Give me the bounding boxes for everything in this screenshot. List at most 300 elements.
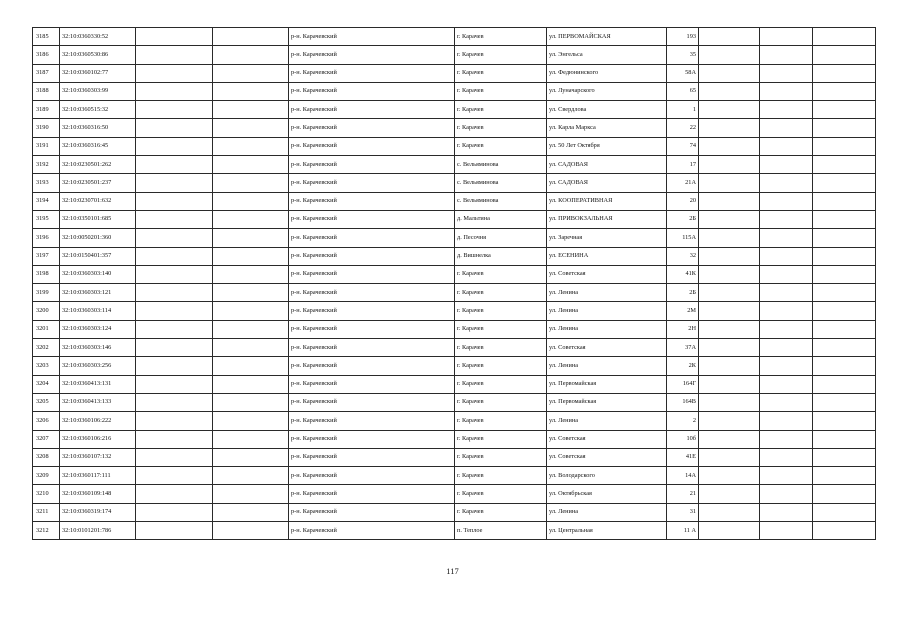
row-number-cell: 3189 (33, 101, 60, 119)
district-cell: р-н. Карачевский (289, 393, 455, 411)
district-cell: р-н. Карачевский (289, 448, 455, 466)
district-cell: р-н. Карачевский (289, 137, 455, 155)
locality-cell: г. Карачев (455, 82, 547, 100)
empty-cell (699, 448, 760, 466)
empty-cell (813, 265, 876, 283)
empty-cell (136, 522, 213, 540)
street-cell: ул. Федюнинского (547, 64, 667, 82)
empty-cell (813, 302, 876, 320)
cadastral-number-cell: 32:10:0360303:114 (60, 302, 136, 320)
street-cell: ул. Советская (547, 430, 667, 448)
house-number-cell: 164В (667, 393, 699, 411)
empty-cell (699, 375, 760, 393)
empty-cell (699, 284, 760, 302)
empty-cell (760, 375, 813, 393)
empty-cell (699, 357, 760, 375)
empty-cell (136, 156, 213, 174)
empty-cell (213, 522, 289, 540)
district-cell: р-н. Карачевский (289, 320, 455, 338)
empty-cell (213, 485, 289, 503)
empty-cell (136, 503, 213, 521)
house-number-cell: 2К (667, 357, 699, 375)
locality-cell: г. Карачев (455, 393, 547, 411)
district-cell: р-н. Карачевский (289, 210, 455, 228)
house-number-cell: 2Н (667, 320, 699, 338)
house-number-cell: 2Б (667, 284, 699, 302)
empty-cell (213, 101, 289, 119)
locality-cell: д. Песочня (455, 229, 547, 247)
street-cell: ул. Советская (547, 265, 667, 283)
empty-cell (136, 174, 213, 192)
empty-cell (699, 393, 760, 411)
page-number: 117 (446, 566, 459, 576)
district-cell: р-н. Карачевский (289, 28, 455, 46)
locality-cell: г. Карачев (455, 137, 547, 155)
empty-cell (213, 247, 289, 265)
cadastral-number-cell: 32:10:0350101:685 (60, 210, 136, 228)
locality-cell: г. Карачев (455, 284, 547, 302)
empty-cell (213, 284, 289, 302)
house-number-cell: 22 (667, 119, 699, 137)
cadastral-number-cell: 32:10:0101201:786 (60, 522, 136, 540)
empty-cell (760, 28, 813, 46)
empty-cell (699, 265, 760, 283)
house-number-cell: 41К (667, 265, 699, 283)
empty-cell (813, 229, 876, 247)
row-number-cell: 3211 (33, 503, 60, 521)
empty-cell (813, 156, 876, 174)
empty-cell (760, 265, 813, 283)
empty-cell (760, 101, 813, 119)
district-cell: р-н. Карачевский (289, 265, 455, 283)
cadastral-number-cell: 32:10:0050201:360 (60, 229, 136, 247)
row-number-cell: 3204 (33, 375, 60, 393)
property-table (32, 27, 876, 540)
house-number-cell: 2М (667, 302, 699, 320)
house-number-cell: 21А (667, 174, 699, 192)
row-number-cell: 3203 (33, 357, 60, 375)
empty-cell (760, 64, 813, 82)
house-number-cell: 37А (667, 339, 699, 357)
empty-cell (813, 82, 876, 100)
street-cell: ул. Свердлова (547, 101, 667, 119)
row-number-cell: 3192 (33, 156, 60, 174)
empty-cell (760, 119, 813, 137)
empty-cell (213, 46, 289, 64)
empty-cell (813, 28, 876, 46)
empty-cell (699, 302, 760, 320)
row-number-cell: 3188 (33, 82, 60, 100)
locality-cell: г. Карачев (455, 339, 547, 357)
row-number-cell: 3185 (33, 28, 60, 46)
table-row (33, 265, 876, 283)
empty-cell (760, 46, 813, 64)
empty-cell (213, 156, 289, 174)
empty-cell (136, 284, 213, 302)
empty-cell (760, 503, 813, 521)
empty-cell (760, 137, 813, 155)
empty-cell (213, 467, 289, 485)
row-number-cell: 3209 (33, 467, 60, 485)
empty-cell (213, 430, 289, 448)
cadastral-number-cell: 32:10:0360303:140 (60, 265, 136, 283)
row-number-cell: 3187 (33, 64, 60, 82)
empty-cell (813, 467, 876, 485)
empty-cell (699, 192, 760, 210)
empty-cell (813, 46, 876, 64)
empty-cell (213, 64, 289, 82)
cadastral-number-cell: 32:10:0230501:262 (60, 156, 136, 174)
empty-cell (213, 28, 289, 46)
table-row (33, 192, 876, 210)
empty-cell (699, 229, 760, 247)
table-row (33, 137, 876, 155)
empty-cell (213, 210, 289, 228)
empty-cell (136, 192, 213, 210)
row-number-cell: 3196 (33, 229, 60, 247)
empty-cell (136, 412, 213, 430)
table-row (33, 156, 876, 174)
locality-cell: п. Теплое (455, 522, 547, 540)
house-number-cell: 10б (667, 430, 699, 448)
district-cell: р-н. Карачевский (289, 430, 455, 448)
empty-cell (813, 320, 876, 338)
table-row (33, 375, 876, 393)
empty-cell (136, 247, 213, 265)
house-number-cell: 41Е (667, 448, 699, 466)
row-number-cell: 3193 (33, 174, 60, 192)
empty-cell (136, 137, 213, 155)
cadastral-number-cell: 32:10:0150401:357 (60, 247, 136, 265)
empty-cell (813, 393, 876, 411)
street-cell: ул. Ленина (547, 412, 667, 430)
empty-cell (136, 229, 213, 247)
empty-cell (760, 302, 813, 320)
empty-cell (760, 339, 813, 357)
empty-cell (813, 64, 876, 82)
empty-cell (760, 357, 813, 375)
cadastral-number-cell: 32:10:0360303:99 (60, 82, 136, 100)
house-number-cell: 11 А (667, 522, 699, 540)
district-cell: р-н. Карачевский (289, 357, 455, 375)
table-row (33, 302, 876, 320)
empty-cell (760, 430, 813, 448)
locality-cell: г. Карачев (455, 467, 547, 485)
street-cell: ул. Центральная (547, 522, 667, 540)
street-cell: ул. Октябрьская (547, 485, 667, 503)
empty-cell (699, 503, 760, 521)
street-cell: ул. ЕСЕНИНА (547, 247, 667, 265)
empty-cell (136, 119, 213, 137)
row-number-cell: 3197 (33, 247, 60, 265)
district-cell: р-н. Карачевский (289, 119, 455, 137)
empty-cell (813, 101, 876, 119)
locality-cell: с. Вельяминова (455, 192, 547, 210)
empty-cell (760, 156, 813, 174)
empty-cell (760, 229, 813, 247)
empty-cell (699, 522, 760, 540)
street-cell: ул. Ленина (547, 320, 667, 338)
house-number-cell: 32 (667, 247, 699, 265)
empty-cell (813, 485, 876, 503)
empty-cell (136, 357, 213, 375)
empty-cell (760, 192, 813, 210)
district-cell: р-н. Карачевский (289, 503, 455, 521)
cadastral-number-cell: 32:10:0230701:632 (60, 192, 136, 210)
empty-cell (136, 485, 213, 503)
cadastral-number-cell: 32:10:0360303:121 (60, 284, 136, 302)
empty-cell (813, 210, 876, 228)
district-cell: р-н. Карачевский (289, 467, 455, 485)
empty-cell (760, 485, 813, 503)
empty-cell (760, 467, 813, 485)
empty-cell (699, 119, 760, 137)
empty-cell (213, 375, 289, 393)
table-row (33, 503, 876, 521)
district-cell: р-н. Карачевский (289, 101, 455, 119)
empty-cell (213, 448, 289, 466)
locality-cell: г. Карачев (455, 101, 547, 119)
empty-cell (813, 412, 876, 430)
empty-cell (136, 448, 213, 466)
table-body (33, 28, 876, 540)
table-row (33, 210, 876, 228)
table-row (33, 357, 876, 375)
empty-cell (136, 265, 213, 283)
empty-cell (813, 503, 876, 521)
table-row (33, 320, 876, 338)
row-number-cell: 3206 (33, 412, 60, 430)
cadastral-number-cell: 32:10:0360107:132 (60, 448, 136, 466)
empty-cell (813, 137, 876, 155)
house-number-cell: 1 (667, 101, 699, 119)
district-cell: р-н. Карачевский (289, 284, 455, 302)
district-cell: р-н. Карачевский (289, 485, 455, 503)
table-row (33, 412, 876, 430)
empty-cell (760, 247, 813, 265)
cadastral-number-cell: 32:10:0360102:77 (60, 64, 136, 82)
row-number-cell: 3207 (33, 430, 60, 448)
empty-cell (699, 28, 760, 46)
table-row (33, 229, 876, 247)
locality-cell: г. Карачев (455, 119, 547, 137)
district-cell: р-н. Карачевский (289, 302, 455, 320)
table-row (33, 46, 876, 64)
row-number-cell: 3191 (33, 137, 60, 155)
empty-cell (813, 339, 876, 357)
empty-cell (213, 302, 289, 320)
empty-cell (699, 247, 760, 265)
row-number-cell: 3199 (33, 284, 60, 302)
house-number-cell: 65 (667, 82, 699, 100)
cadastral-number-cell: 32:10:0360319:174 (60, 503, 136, 521)
empty-cell (699, 320, 760, 338)
row-number-cell: 3208 (33, 448, 60, 466)
district-cell: р-н. Карачевский (289, 412, 455, 430)
empty-cell (699, 137, 760, 155)
cadastral-number-cell: 32:10:0360530:86 (60, 46, 136, 64)
locality-cell: г. Карачев (455, 64, 547, 82)
locality-cell: г. Карачев (455, 28, 547, 46)
cadastral-number-cell: 32:10:0360303:256 (60, 357, 136, 375)
row-number-cell: 3195 (33, 210, 60, 228)
district-cell: р-н. Карачевский (289, 339, 455, 357)
house-number-cell: 115А (667, 229, 699, 247)
empty-cell (699, 210, 760, 228)
locality-cell: с. Вельяминова (455, 174, 547, 192)
district-cell: р-н. Карачевский (289, 82, 455, 100)
empty-cell (213, 357, 289, 375)
street-cell: ул. Советская (547, 448, 667, 466)
empty-cell (760, 522, 813, 540)
empty-cell (699, 82, 760, 100)
row-number-cell: 3198 (33, 265, 60, 283)
empty-cell (699, 101, 760, 119)
empty-cell (699, 174, 760, 192)
house-number-cell: 193 (667, 28, 699, 46)
empty-cell (213, 82, 289, 100)
locality-cell: г. Карачев (455, 357, 547, 375)
house-number-cell: 31 (667, 503, 699, 521)
empty-cell (136, 210, 213, 228)
empty-cell (136, 375, 213, 393)
street-cell: ул. Ленина (547, 302, 667, 320)
district-cell: р-н. Карачевский (289, 247, 455, 265)
table-row (33, 448, 876, 466)
cadastral-number-cell: 32:10:0360316:45 (60, 137, 136, 155)
empty-cell (699, 46, 760, 64)
empty-cell (213, 119, 289, 137)
district-cell: р-н. Карачевский (289, 64, 455, 82)
empty-cell (760, 210, 813, 228)
table-row (33, 174, 876, 192)
empty-cell (136, 64, 213, 82)
cadastral-number-cell: 32:10:0360316:50 (60, 119, 136, 137)
street-cell: ул. Володарского (547, 467, 667, 485)
empty-cell (813, 284, 876, 302)
empty-cell (813, 192, 876, 210)
street-cell: ул. 50 Лет Октября (547, 137, 667, 155)
empty-cell (213, 192, 289, 210)
row-number-cell: 3212 (33, 522, 60, 540)
empty-cell (136, 82, 213, 100)
locality-cell: г. Карачев (455, 302, 547, 320)
house-number-cell: 2Б (667, 210, 699, 228)
empty-cell (136, 302, 213, 320)
locality-cell: г. Карачев (455, 265, 547, 283)
locality-cell: г. Карачев (455, 375, 547, 393)
empty-cell (813, 174, 876, 192)
street-cell: ул. Луначарского (547, 82, 667, 100)
row-number-cell: 3210 (33, 485, 60, 503)
table-row (33, 430, 876, 448)
table-row (33, 393, 876, 411)
empty-cell (136, 467, 213, 485)
locality-cell: г. Карачев (455, 412, 547, 430)
empty-cell (136, 339, 213, 357)
house-number-cell: 17 (667, 156, 699, 174)
street-cell: ул. ПРИВОКЗАЛЬНАЯ (547, 210, 667, 228)
row-number-cell: 3200 (33, 302, 60, 320)
empty-cell (760, 284, 813, 302)
street-cell: ул. САДОВАЯ (547, 174, 667, 192)
empty-cell (699, 156, 760, 174)
table-row (33, 522, 876, 540)
house-number-cell: 2 (667, 412, 699, 430)
street-cell: ул. Ленина (547, 503, 667, 521)
row-number-cell: 3205 (33, 393, 60, 411)
district-cell: р-н. Карачевский (289, 522, 455, 540)
empty-cell (813, 247, 876, 265)
house-number-cell: 164Г (667, 375, 699, 393)
empty-cell (136, 320, 213, 338)
empty-cell (699, 339, 760, 357)
cadastral-number-cell: 32:10:0360106:222 (60, 412, 136, 430)
district-cell: р-н. Карачевский (289, 46, 455, 64)
locality-cell: с. Вельяминова (455, 156, 547, 174)
locality-cell: г. Карачев (455, 430, 547, 448)
locality-cell: г. Карачев (455, 320, 547, 338)
street-cell: ул. Ленина (547, 357, 667, 375)
street-cell: ул. Первомайская (547, 375, 667, 393)
empty-cell (813, 375, 876, 393)
empty-cell (760, 393, 813, 411)
empty-cell (213, 320, 289, 338)
empty-cell (136, 393, 213, 411)
empty-cell (760, 412, 813, 430)
district-cell: р-н. Карачевский (289, 174, 455, 192)
cadastral-number-cell: 32:10:0360413:131 (60, 375, 136, 393)
empty-cell (213, 393, 289, 411)
table-row (33, 485, 876, 503)
empty-cell (213, 137, 289, 155)
row-number-cell: 3190 (33, 119, 60, 137)
table-row (33, 28, 876, 46)
locality-cell: д. Вишнелка (455, 247, 547, 265)
locality-cell: г. Карачев (455, 503, 547, 521)
table-row (33, 119, 876, 137)
empty-cell (699, 485, 760, 503)
empty-cell (136, 28, 213, 46)
cadastral-number-cell: 32:10:0360515:32 (60, 101, 136, 119)
cadastral-number-cell: 32:10:0360117:111 (60, 467, 136, 485)
empty-cell (699, 467, 760, 485)
house-number-cell: 35 (667, 46, 699, 64)
street-cell: ул. ПЕРВОМАЙСКАЯ (547, 28, 667, 46)
street-cell: ул. КООПЕРАТИВНАЯ (547, 192, 667, 210)
empty-cell (813, 119, 876, 137)
locality-cell: г. Карачев (455, 485, 547, 503)
district-cell: р-н. Карачевский (289, 229, 455, 247)
table-row (33, 339, 876, 357)
street-cell: ул. Советская (547, 339, 667, 357)
empty-cell (760, 82, 813, 100)
empty-cell (213, 265, 289, 283)
empty-cell (213, 339, 289, 357)
row-number-cell: 3202 (33, 339, 60, 357)
empty-cell (136, 101, 213, 119)
empty-cell (813, 448, 876, 466)
empty-cell (699, 430, 760, 448)
cadastral-number-cell: 32:10:0360413:133 (60, 393, 136, 411)
district-cell: р-н. Карачевский (289, 375, 455, 393)
empty-cell (699, 64, 760, 82)
cadastral-number-cell: 32:10:0360303:124 (60, 320, 136, 338)
empty-cell (760, 448, 813, 466)
table-row (33, 101, 876, 119)
cadastral-number-cell: 32:10:0360109:148 (60, 485, 136, 503)
street-cell: ул. Первомайская (547, 393, 667, 411)
